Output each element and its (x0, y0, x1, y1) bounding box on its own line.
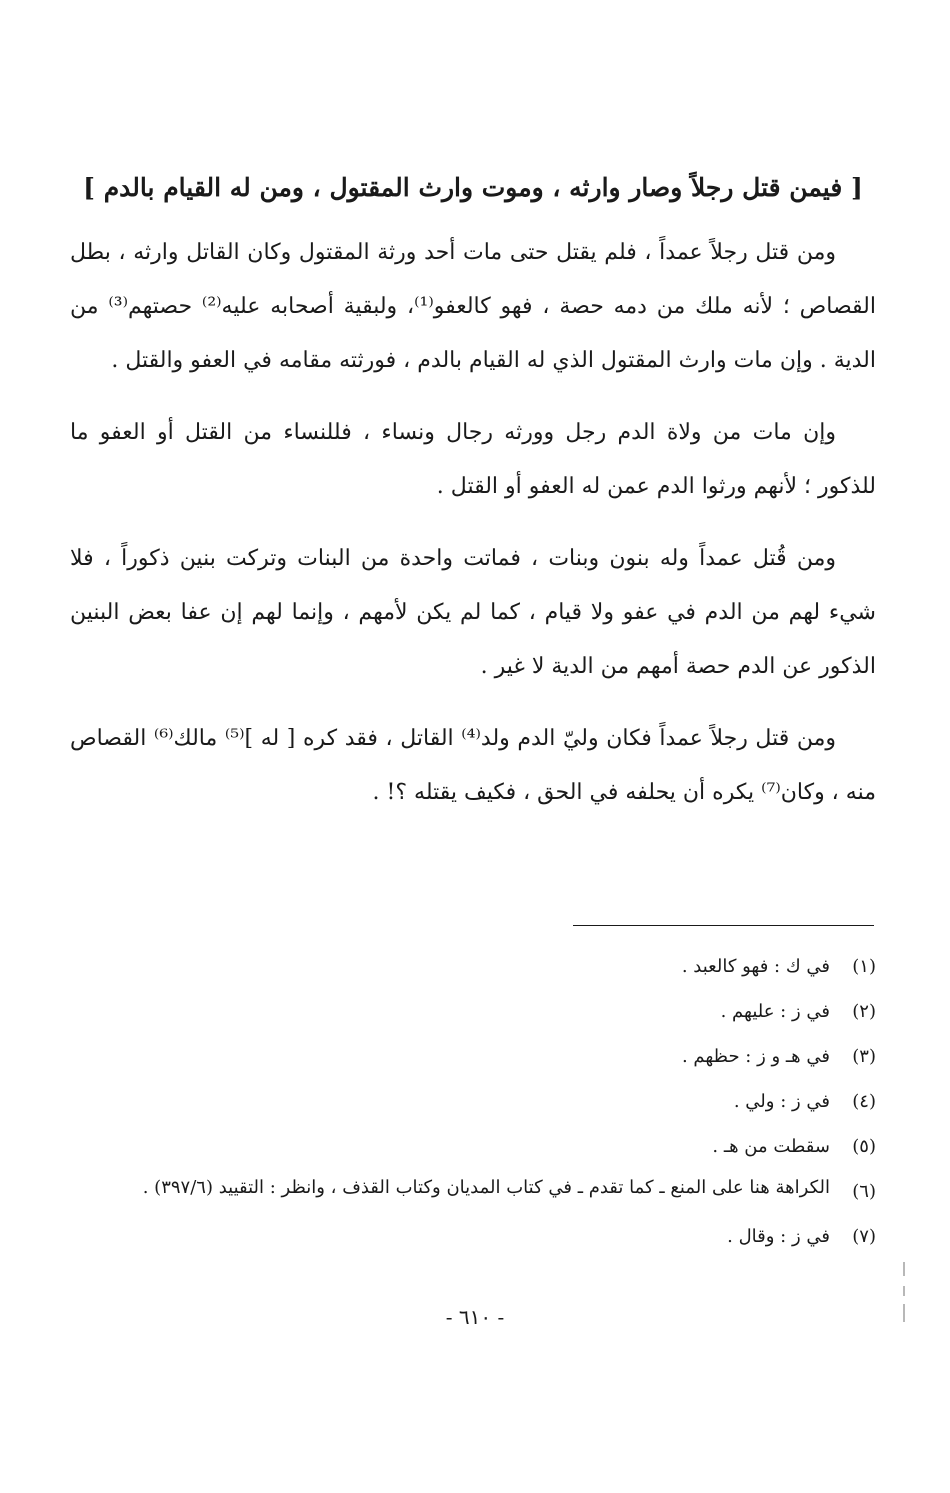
footnotes (70, 944, 876, 1259)
page-number: - ٦١٠ - (445, 1305, 505, 1329)
scan-edge-mark (903, 1286, 905, 1296)
footnote-text: في ز : ولي . (733, 1091, 830, 1112)
footnote-item (70, 1169, 876, 1214)
footnote-item (200, 1034, 876, 1079)
footnote-text: في هـ و ز : حظهم . (681, 1046, 830, 1067)
footnote-item (200, 944, 876, 989)
body-text (70, 226, 876, 838)
footnote-number: (٦) (852, 1181, 876, 1202)
paragraph: وإن مات من ولاة الدم رجل وورثه رجال ونساء ، فللنساء من القتل أو العفو ما للذكور ؛ لأنهم ورثوا الدم عمن له العفو أو القتل . (70, 420, 876, 499)
footnote-item (200, 1124, 876, 1169)
paragraph: ومن قتل رجلاً عمداً فكان وليّ الدم ولد⁽⁴⁾ القاتل ، فقد كره [ له ]⁽⁵⁾ مالك⁽⁶⁾ القصاص منه ، وكان⁽⁷⁾ يكره أن يحلفه في الحق ، فكيف يقتله ؟! . (70, 726, 876, 805)
footnote-number: (٧) (852, 1226, 876, 1247)
footnote-number: (٤) (852, 1091, 876, 1112)
footnote-text: الكراهة هنا على المنع ـ كما تقدم ـ في كتاب المديان وكتاب القذف ، وانظر : التقييد (٣٩٧/٦) . (142, 1177, 830, 1198)
footnote-number: (٣) (852, 1046, 876, 1067)
footnote-text: في ز : عليهم . (720, 1001, 830, 1022)
footnote-text: سقطت من هـ . (712, 1136, 830, 1157)
footnote-number: (٥) (852, 1136, 876, 1157)
footnote-text: في ك : فهو كالعبد . (681, 956, 830, 977)
footnote-divider (573, 925, 874, 926)
scan-edge-mark (903, 1262, 905, 1276)
footnote-item (200, 1214, 876, 1259)
footnote-text: في ز : وقال . (727, 1226, 830, 1247)
paragraph: ومن قُتل عمداً وله بنون وبنات ، فماتت واحدة من البنات وتركت بنين ذكوراً ، فلا شيء لهم من الدم في عفو ولا قيام ، كما لم يكن لأمهم ، وإنما لهم إن عفا بعض البنين الذكور عن الدم حصة أمهم من الدية لا غير . (70, 546, 876, 679)
section-heading: [ فيمن قتل رجلاً وصار وارثه ، وموت وارث المقتول ، ومن له القيام بالدم ] (83, 173, 863, 202)
footnote-number: (١) (852, 956, 876, 977)
footnote-item (200, 989, 876, 1034)
footnote-number: (٢) (852, 1001, 876, 1022)
scan-edge-mark (903, 1304, 905, 1322)
paragraph: ومن قتل رجلاً عمداً ، فلم يقتل حتى مات أحد ورثة المقتول وكان القاتل وارثه ، بطل القصاص ؛ لأنه ملك من دمه حصة ، فهو كالعفو⁽¹⁾، ولبقية أصحابه عليه⁽²⁾ حصتهم⁽³⁾ من الدية . وإن مات وارث المقتول الذي له القيام بالدم ، فورثته مقامه في العفو والقتل . (70, 240, 876, 373)
footnote-item (200, 1079, 876, 1124)
